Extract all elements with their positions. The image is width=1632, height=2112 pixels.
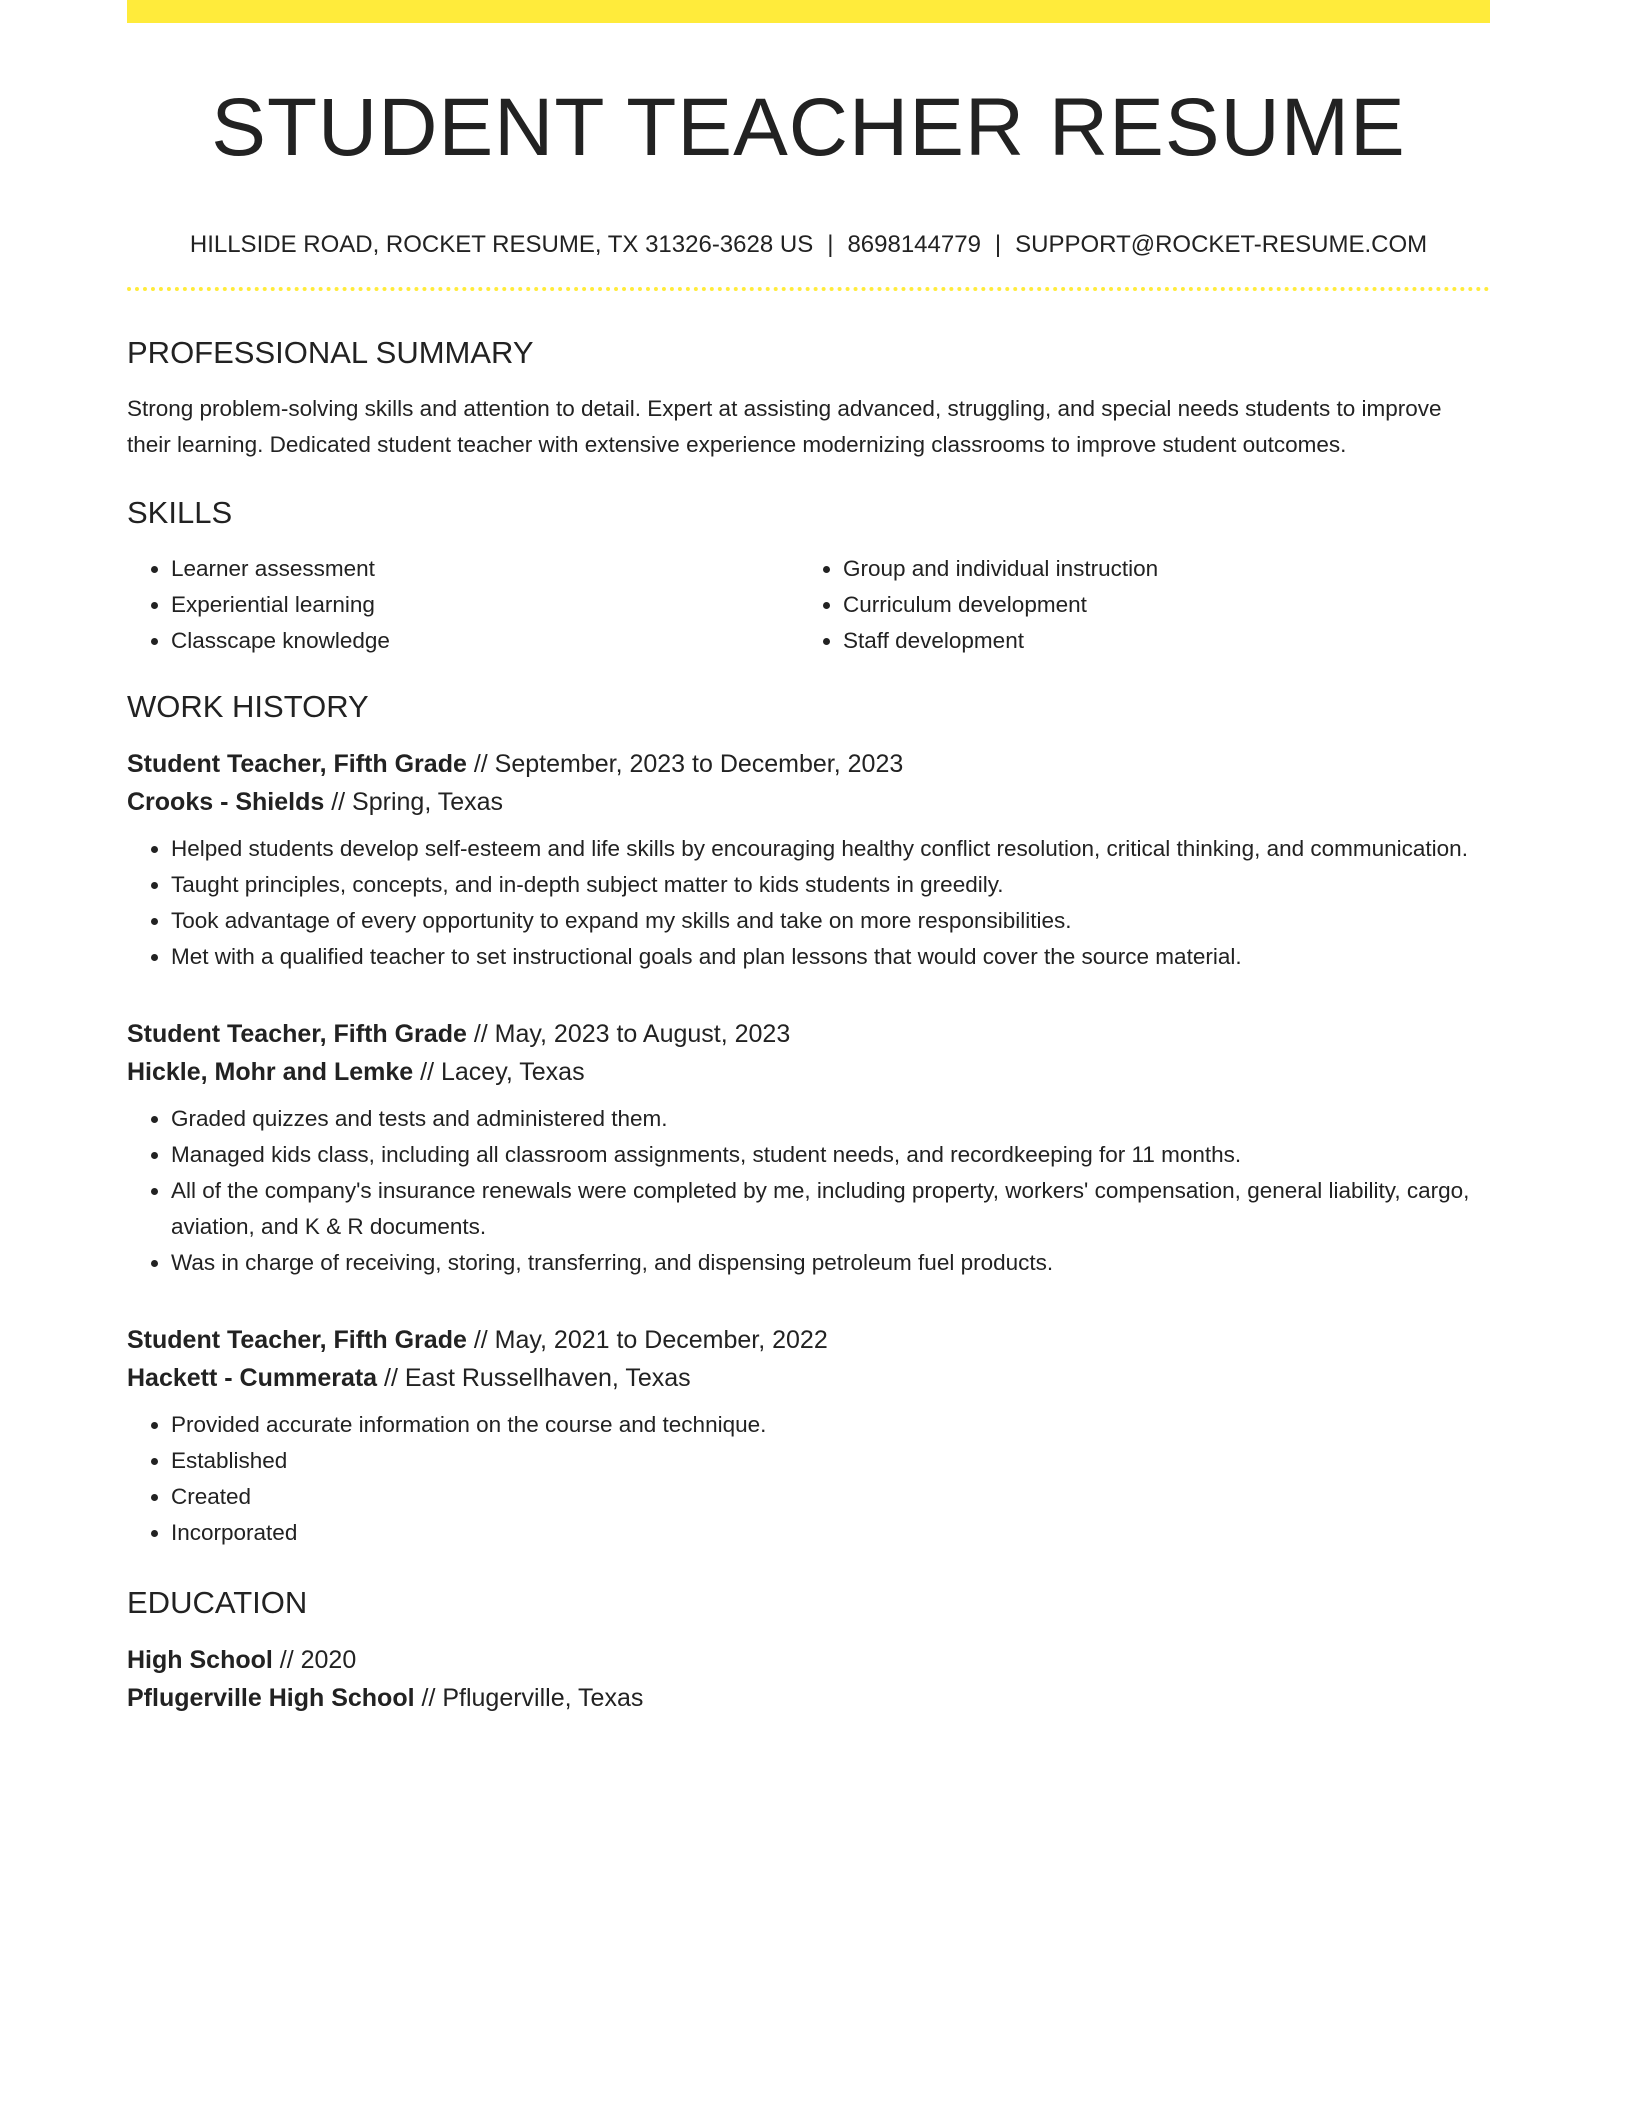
- job-bullet: • Managed kids class, including all classroom assignments, student needs, and recordkeeping for 11 months.: [171, 1137, 1490, 1173]
- skill-item: • Group and individual instruction: [843, 551, 1471, 587]
- job-bullet: • Incorporated: [171, 1515, 1490, 1551]
- job-bullet: • Provided accurate information on the course and technique.: [171, 1407, 1490, 1443]
- job-bullets: [127, 831, 1490, 975]
- job-entry: [127, 1321, 1490, 1551]
- job-bullet: • Established: [171, 1443, 1490, 1479]
- job-dates: // September, 2023 to December, 2023: [466, 750, 904, 778]
- education-entry: [127, 1641, 1490, 1717]
- job-bullet: • Met with a qualified teacher to set instructional goals and plan lessons that would cover the source material.: [171, 939, 1490, 975]
- education-school: Pflugerville High School: [127, 1684, 415, 1712]
- job-company-line: [127, 1359, 1490, 1397]
- top-accent-bar: [127, 0, 1490, 23]
- job-location: // Spring, Texas: [324, 788, 504, 816]
- skills-heading: SKILLS: [127, 495, 233, 530]
- resume-title: STUDENT TEACHER RESUME: [211, 82, 1406, 173]
- job-company: Hackett - Cummerata: [127, 1364, 378, 1392]
- skill-item: • Staff development: [843, 623, 1471, 659]
- education-school-line: [127, 1679, 1490, 1717]
- contact-email: SUPPORT@ROCKET-RESUME.COM: [1015, 231, 1428, 258]
- skills-column-right: [799, 551, 1471, 659]
- job-company-line: [127, 783, 1490, 821]
- job-company: Hickle, Mohr and Lemke: [127, 1058, 414, 1086]
- resume-page: [127, 0, 1490, 1717]
- education-year: // 2020: [272, 1646, 357, 1674]
- job-bullets: [127, 1407, 1490, 1551]
- skill-item: • Classcape knowledge: [171, 623, 799, 659]
- job-bullet: • Created: [171, 1479, 1490, 1515]
- job-bullet: • Helped students develop self-esteem and life skills by encouraging healthy conflict resolution, critical thinking, and communication.: [171, 831, 1490, 867]
- contact-separator: |: [994, 231, 1002, 258]
- contact-line: [127, 229, 1490, 261]
- job-dates: // May, 2023 to August, 2023: [466, 1020, 791, 1048]
- education-degree: High School: [127, 1646, 273, 1674]
- education-degree-line: [127, 1641, 1490, 1679]
- job-bullet: • Took advantage of every opportunity to expand my skills and take on more responsibilities.: [171, 903, 1490, 939]
- job-role-line: [127, 1321, 1490, 1359]
- job-company-line: [127, 1053, 1490, 1091]
- education-heading: EDUCATION: [127, 1585, 308, 1620]
- skills-list: [127, 551, 1490, 659]
- contact-phone: 8698144779: [847, 231, 981, 258]
- job-bullet: • All of the company's insurance renewals were completed by me, including property, workers' compensation, general liability, cargo, aviation, and K & R documents.: [171, 1173, 1490, 1245]
- summary-heading: PROFESSIONAL SUMMARY: [127, 335, 534, 370]
- summary-text: Strong problem-solving skills and attention to detail. Expert at assisting advanced, struggling, and special needs students to improve their learning. Dedicated student teacher with extensive experience modernizing classrooms to improve student outcomes.: [127, 396, 1442, 457]
- job-entry: [127, 745, 1490, 975]
- job-location: // Lacey, Texas: [413, 1058, 585, 1086]
- job-bullet: • Graded quizzes and tests and administered them.: [171, 1101, 1490, 1137]
- job-company: Crooks - Shields: [127, 788, 325, 816]
- skill-item: • Curriculum development: [843, 587, 1471, 623]
- skill-item: • Learner assessment: [171, 551, 799, 587]
- skills-column-left: [127, 551, 799, 659]
- job-role-line: [127, 1015, 1490, 1053]
- contact-address: HILLSIDE ROAD, ROCKET RESUME, TX 31326-3628 US: [189, 231, 814, 258]
- job-bullet: • Taught principles, concepts, and in-depth subject matter to kids students in greedily.: [171, 867, 1490, 903]
- job-role: Student Teacher, Fifth Grade: [127, 1326, 467, 1354]
- job-location: // East Russellhaven, Texas: [377, 1364, 691, 1392]
- job-role: Student Teacher, Fifth Grade: [127, 750, 467, 778]
- job-bullets: [127, 1101, 1490, 1281]
- job-role-line: [127, 745, 1490, 783]
- job-entry: [127, 1015, 1490, 1281]
- contact-separator: |: [827, 231, 834, 258]
- education-location: // Pflugerville, Texas: [414, 1684, 644, 1712]
- job-bullet: • Was in charge of receiving, storing, transferring, and dispensing petroleum fuel products.: [171, 1245, 1490, 1281]
- job-role: Student Teacher, Fifth Grade: [127, 1020, 467, 1048]
- job-dates: // May, 2021 to December, 2022: [466, 1326, 828, 1354]
- work-history-heading: WORK HISTORY: [127, 689, 369, 724]
- skill-item: • Experiential learning: [171, 587, 799, 623]
- dotted-divider: [127, 287, 1490, 291]
